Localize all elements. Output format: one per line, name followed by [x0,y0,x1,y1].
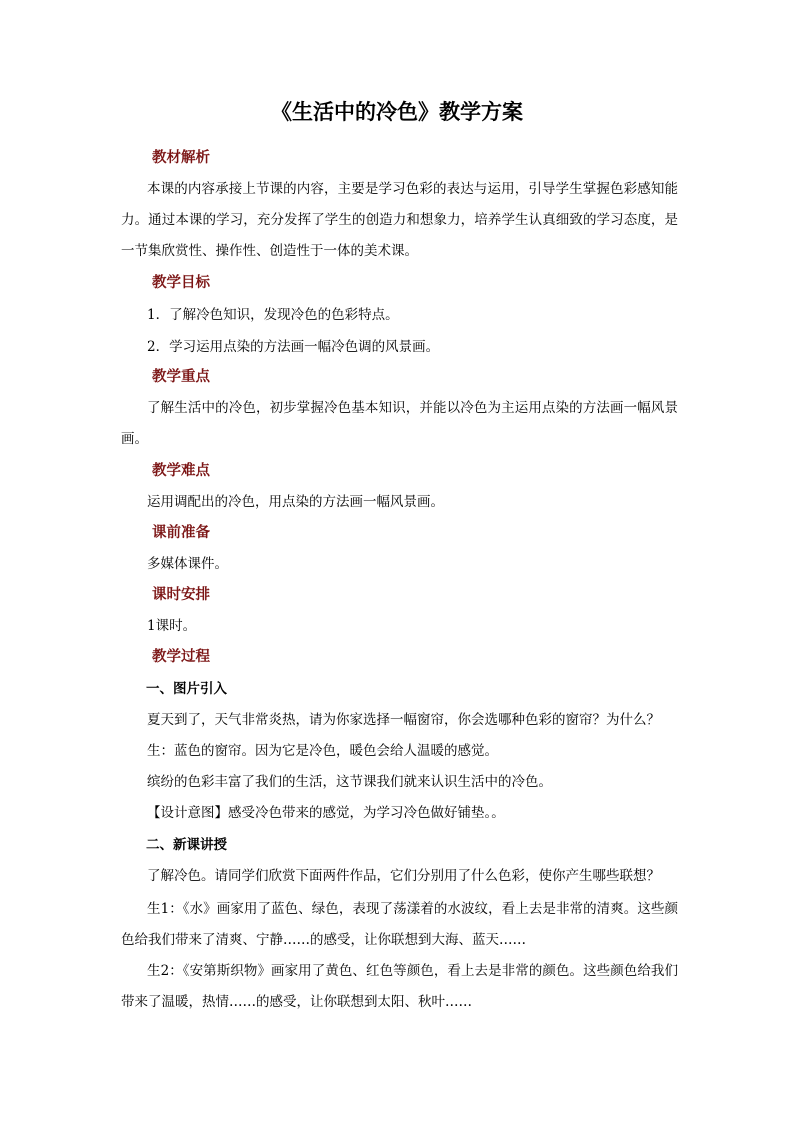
goal-item-2: 2．学习运用点染的方法画一幅冷色调的风景画。 [147,339,440,355]
key-points-paragraph: 了解生活中的冷色，初步掌握冷色基本知识，并能以冷色为主运用点染的方法画一幅风景画。 [121,400,678,447]
goal-item-1: 1．了解冷色知识，发现冷色的色彩特点。 [147,307,399,323]
heading-part2: 二、新课讲授 [146,837,227,853]
analysis-paragraph: 本课的内容承接上节课的内容，主要是学习色彩的表达与运用，引导学生掌握色彩感知能力。通过本课的学习，充分发挥了学生的创造力和想象力，培养学生认真细致的学习态度，是一节集欣赏性、操作性、创造性于一体的美术课。 [121,181,678,259]
part1-line-2: 生：蓝色的窗帘。因为它是冷色，暖色会给人温暖的感觉。 [147,743,498,759]
heading-analysis: 教材解析 [152,149,210,166]
heading-part1: 一、图片引入 [146,681,227,697]
design-intent-line: 【设计意图】感受冷色带来的感觉，为学习冷色做好铺垫。。 [147,805,505,821]
heading-schedule: 课时安排 [152,586,210,603]
schedule-text: 1课时。 [147,618,197,634]
heading-preparation: 课前准备 [152,524,210,541]
heading-difficulties: 教学难点 [152,462,210,479]
heading-key-points: 教学重点 [152,368,210,385]
heading-process: 教学过程 [152,648,210,665]
heading-goals: 教学目标 [152,274,210,291]
document-title: 《生活中的冷色》教学方案 [271,99,523,124]
difficulties-text: 运用调配出的冷色，用点染的方法画一幅风景画。 [147,494,444,510]
part1-line-3: 缤纷的色彩丰富了我们的生活，这节课我们就来认识生活中的冷色。 [147,774,552,790]
part1-line-1: 夏天到了，天气非常炎热，请为你家选择一幅窗帘，你会选哪种色彩的窗帘？为什么？ [147,712,660,728]
student2-paragraph: 生2：《安第斯织物》画家用了黄色、红色等颜色，看上去是非常的颜色。这些颜色给我们带来了温暖，热情……的感受，让你联想到太阳、秋叶…… [121,963,678,1010]
part2-intro: 了解冷色。请同学们欣赏下面两件作品，它们分别用了什么色彩，使你产生哪些联想？ [147,868,660,884]
preparation-text: 多媒体课件。 [147,556,228,572]
student1-paragraph: 生1：《水》画家用了蓝色、绿色，表现了荡漾着的水波纹，看上去是非常的清爽。这些颜色给我们带来了清爽、宁静……的感受，让你联想到大海、蓝天…… [121,901,678,948]
